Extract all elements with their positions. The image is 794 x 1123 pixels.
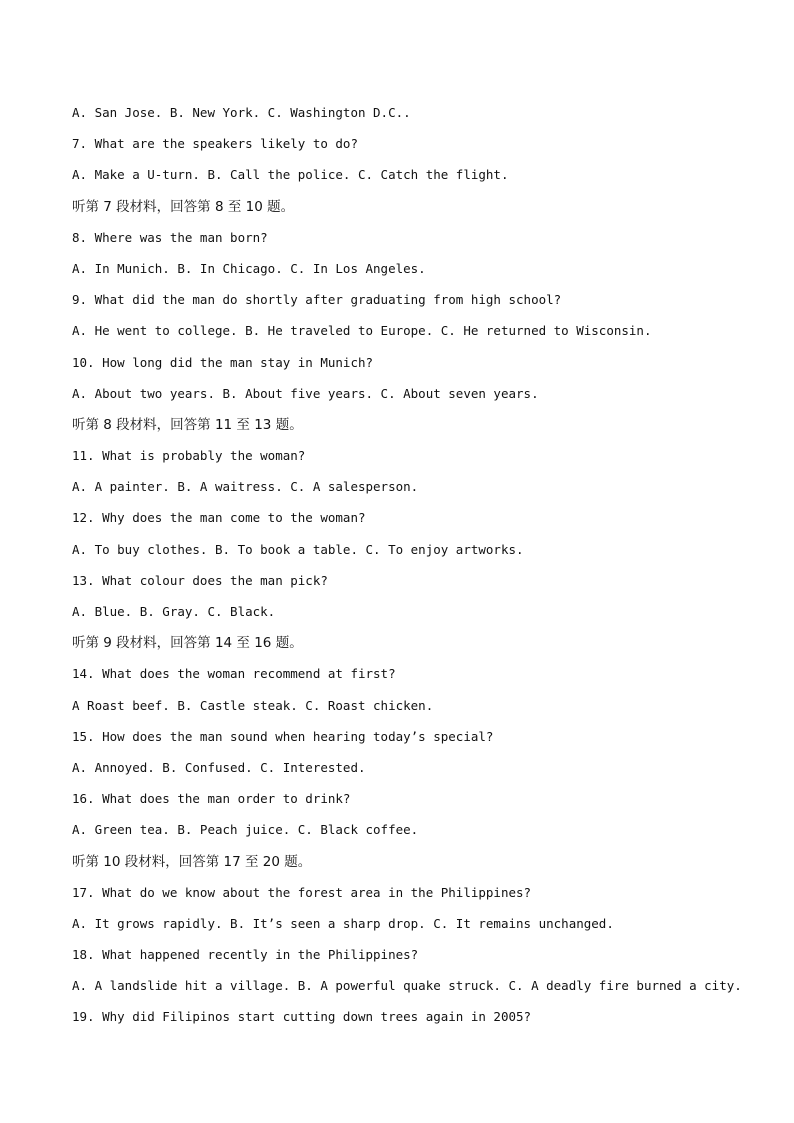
section-heading: 听第 9 段材料，回答第 14 至 16 题。 bbox=[72, 635, 303, 652]
answer-options: A. About two years. B. About five years. C. About seven years. bbox=[72, 385, 539, 401]
answer-options: A. It grows rapidly. B. It’s seen a sharp drop. C. It remains unchanged. bbox=[72, 915, 614, 931]
answer-options: A. To buy clothes. B. To book a table. C. To enjoy artworks. bbox=[72, 541, 524, 557]
question-text: 19. Why did Filipinos start cutting down trees again in 2005? bbox=[72, 1009, 532, 1025]
answer-options: A. Annoyed. B. Confused. C. Interested. bbox=[72, 759, 366, 775]
section-heading: 听第 10 段材料，回答第 17 至 20 题。 bbox=[72, 853, 312, 870]
question-text: 15. How does the man sound when hearing today’s special? bbox=[72, 728, 494, 744]
question-text: 9. What did the man do shortly after graduating from high school? bbox=[72, 292, 562, 308]
answer-options: A. A landslide hit a village. B. A powerful quake struck. C. A deadly fire burned a city. bbox=[72, 978, 742, 994]
question-text: 17. What do we know about the forest area in the Philippines? bbox=[72, 884, 532, 900]
question-text: 18. What happened recently in the Philippines? bbox=[72, 947, 419, 963]
section-heading: 听第 8 段材料，回答第 11 至 13 题。 bbox=[72, 416, 303, 433]
question-text: 8. Where was the man born? bbox=[72, 229, 268, 245]
answer-options: A. Green tea. B. Peach juice. C. Black coffee. bbox=[72, 822, 419, 838]
answer-options: A. Blue. B. Gray. C. Black. bbox=[72, 604, 276, 619]
question-text: 13. What colour does the man pick? bbox=[72, 572, 328, 588]
answer-options: A. A painter. B. A waitress. C. A salesperson. bbox=[72, 479, 419, 495]
question-text: 12. Why does the man come to the woman? bbox=[72, 510, 366, 526]
answer-options: A. Make a U-turn. B. Call the police. C. Catch the flight. bbox=[72, 167, 509, 183]
question-text: 14. What does the woman recommend at first? bbox=[72, 666, 396, 682]
document-page bbox=[72, 103, 772, 1039]
question-text: 11. What is probably the woman? bbox=[72, 448, 306, 464]
answer-options: A Roast beef. B. Castle steak. C. Roast chicken. bbox=[72, 697, 434, 713]
question-text: 7. What are the speakers likely to do? bbox=[72, 136, 358, 152]
answer-options: A. In Munich. B. In Chicago. C. In Los Angeles. bbox=[72, 260, 426, 276]
question-text: 16. What does the man order to drink? bbox=[72, 791, 351, 807]
question-text: 10. How long did the man stay in Munich? bbox=[72, 354, 374, 370]
answer-options: A. San Jose. B. New York. C. Washington D.C.. bbox=[72, 105, 411, 120]
section-heading: 听第 7 段材料，回答第 8 至 10 题。 bbox=[72, 198, 295, 215]
answer-options: A. He went to college. B. He traveled to Europe. C. He returned to Wisconsin. bbox=[72, 323, 652, 339]
